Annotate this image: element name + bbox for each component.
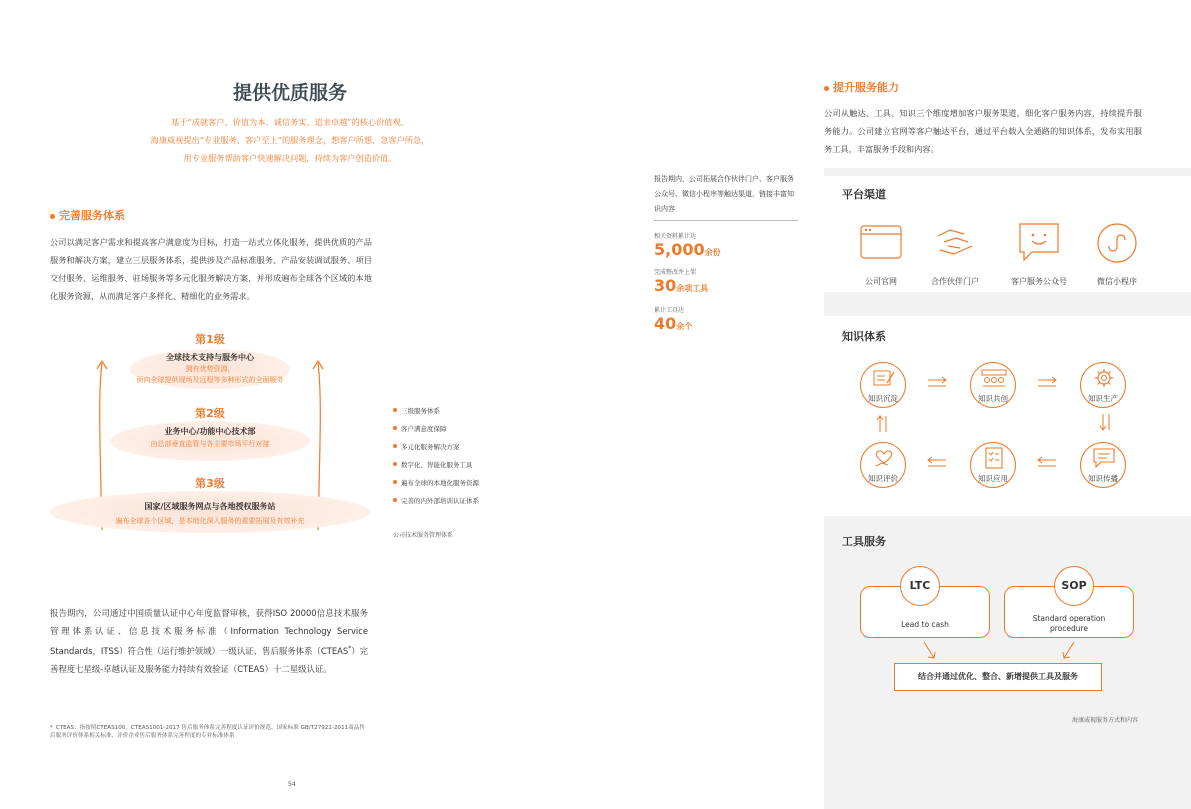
- channel-label: 微信小程序: [1097, 277, 1137, 286]
- platform-heading: 平台渠道: [842, 188, 886, 201]
- divider: [654, 220, 798, 221]
- handshake-icon: [934, 224, 976, 260]
- legend-item: 遍布全球的本地化服务资源: [393, 473, 543, 491]
- service-tier-diagram: [50, 325, 370, 540]
- legend-item: 多元化服务解决方案: [393, 437, 543, 455]
- ltc-circle: LTC: [900, 566, 940, 606]
- intro-line: 基于“成就客户、价值为本、诚信务实、追求卓越”的核心价值观，: [171, 117, 409, 127]
- miniprogram-icon: [1096, 222, 1138, 264]
- knowledge-card: [824, 316, 1191, 516]
- section-heading-text: 完善服务体系: [59, 209, 125, 222]
- tier2-sub: 由总部垂直监管与各主要市场平行对接: [150, 440, 270, 448]
- knowledge-label: 知识生产: [1088, 394, 1118, 403]
- sop-circle: SOP: [1054, 566, 1094, 606]
- channel-summary-text: 报告期内，公司拓展合作伙伴门户、客户服务公众号、微信小程序等触达渠道，链接丰富知识内容: [654, 175, 794, 213]
- page-title: 提供优质服务: [232, 82, 347, 104]
- tier1-sub-line: 拥有优势资源，: [185, 365, 235, 373]
- tier3-main: 国家/区域服务网点与各地授权服务站: [144, 502, 276, 511]
- knowledge-cycle-arrows: [824, 316, 1191, 516]
- knowledge-heading: 知识体系: [842, 330, 886, 343]
- capability-body: 公司从触达、工具、知识三个维度增加客户服务渠道，细化客户服务内容，持续提升服务能力。公司建立官网等客户触达平台，通过平台载入全通路的知识体系，发布实用服务工具，丰富服务手段和内容。: [824, 108, 1142, 154]
- page-number: 54: [288, 781, 296, 788]
- knowledge-label: 知识评价: [868, 474, 898, 483]
- bullet-dot: [824, 86, 829, 91]
- stat-unit: 余项工具: [676, 284, 709, 293]
- intro-line: 海康威视提出“专业服务、客户至上”的服务理念，想客户所想、急客户所急，: [150, 135, 430, 145]
- certification-text: [50, 604, 368, 678]
- tools-result-box: 结合并通过优化、整合、新增提供工具及服务: [894, 663, 1102, 691]
- bullet-dot: [50, 214, 55, 219]
- stat-label: 相关资料累计达: [654, 233, 697, 240]
- channel-label: 客户服务公众号: [1011, 277, 1067, 286]
- legend-item: 数字化、智能化服务工具: [393, 455, 543, 473]
- channel-label: 合作伙伴门户: [931, 277, 979, 286]
- section-heading-text: 提升服务能力: [833, 81, 899, 94]
- stat-number: 40: [654, 314, 677, 333]
- section-heading-service-system: [50, 207, 125, 223]
- chat-smile-icon: [1018, 222, 1060, 262]
- tier-legend: [393, 401, 543, 509]
- stat-block: [654, 267, 708, 295]
- knowledge-label: 知识共创: [978, 394, 1008, 403]
- footnote-text: CTEAS：指按照CTEAS100、CTEAS1001-2017 售后服务体系完善程度认证评价规范、国家标准 GB/T27922-2011商品售后服务评价体系相关标准，评价企业售后服务体系完善程度的专业标准体系: [50, 725, 365, 739]
- tier3-title: 第3级: [195, 477, 225, 490]
- browser-icon: [860, 224, 902, 260]
- tools-heading: 工具服务: [842, 535, 886, 548]
- footnote-mark: *: [50, 725, 53, 731]
- knowledge-label: 知识传播: [1088, 474, 1118, 483]
- tools-caption: 海康威视服务方式和内容: [1072, 717, 1139, 724]
- tier1-sub-line: 面向全球提供现场及远程等多种形式的全面服务: [136, 376, 284, 384]
- section-body: 公司以满足客户需求和提高客户满意度为目标，打造一站式立体化服务，提供优质的产品服务和解决方案，建立三层服务体系，提供涉及产品标准服务、产品安装调试服务、项目交付服务、运维服务、驻场服务等多元化服务解决方案，并形成遍布全球各个区域的本地化服务资源，从而满足客户多样化、精细化的业务需求。: [50, 237, 372, 301]
- stat-label: 累计工具达: [654, 307, 685, 314]
- tier2-title: 第2级: [195, 407, 225, 420]
- platform-card: [824, 176, 1191, 292]
- intro-text: [90, 113, 490, 167]
- service-panel: [824, 168, 1191, 809]
- diagram-caption: 公司技术服务管理体系: [393, 532, 454, 539]
- tier1-main: 全球技术支持与服务中心: [166, 353, 254, 362]
- cert-footnote-mark: *: [348, 645, 352, 652]
- sop-desc-line: procedure: [1049, 624, 1089, 633]
- section-heading-capability: [824, 79, 899, 95]
- tier2-main: 业务中心/功能中心技术部: [164, 427, 256, 436]
- intro-line: 用专业服务帮助客户快速解决问题，持续为客户创造价值。: [183, 153, 397, 163]
- stat-number: 5,000: [654, 240, 705, 259]
- legend-item: 三级服务体系: [393, 401, 543, 419]
- ltc-desc: Lead to cash: [901, 620, 949, 629]
- tier1-title: 第1级: [195, 333, 225, 346]
- footnote: [50, 724, 365, 740]
- stat-block: [654, 231, 721, 259]
- legend-item: 完善的内外部培训认证体系: [393, 491, 543, 509]
- stat-block: [654, 305, 692, 333]
- tools-card: [824, 518, 1191, 760]
- legend-item: 客户满意度保障: [393, 419, 543, 437]
- knowledge-label: 知识应用: [978, 474, 1008, 483]
- stat-unit: 余个: [676, 322, 693, 331]
- cert-text-part1: 报告期内，公司通过中国质量认证中心年度监督审核，获得ISO 20000信息技术服务管理体系认证、信息技术服务标准（Information Technology Service Standards，ITSS）符合性（运行维护领域）一级认证、售后服务体系（CTEAS: [50, 608, 368, 656]
- stat-number: 30: [654, 276, 677, 295]
- cert-text-part2: ）完善程度七星级-卓越认证及服务能力持续有效验证（CTEAS）十二星级认证。: [50, 645, 368, 674]
- tier3-sub: 遍布全球各个区域，是本地化深入服务的重要拓展及有效补充: [115, 517, 305, 525]
- knowledge-label: 知识沉淀: [868, 394, 898, 403]
- tier1-sub: [110, 364, 310, 386]
- stat-unit: 余份: [704, 248, 721, 257]
- stat-label: 完成整改并上架: [654, 269, 697, 276]
- sop-desc-line: Standard operation: [1032, 614, 1106, 623]
- channel-label: 公司官网: [865, 277, 897, 286]
